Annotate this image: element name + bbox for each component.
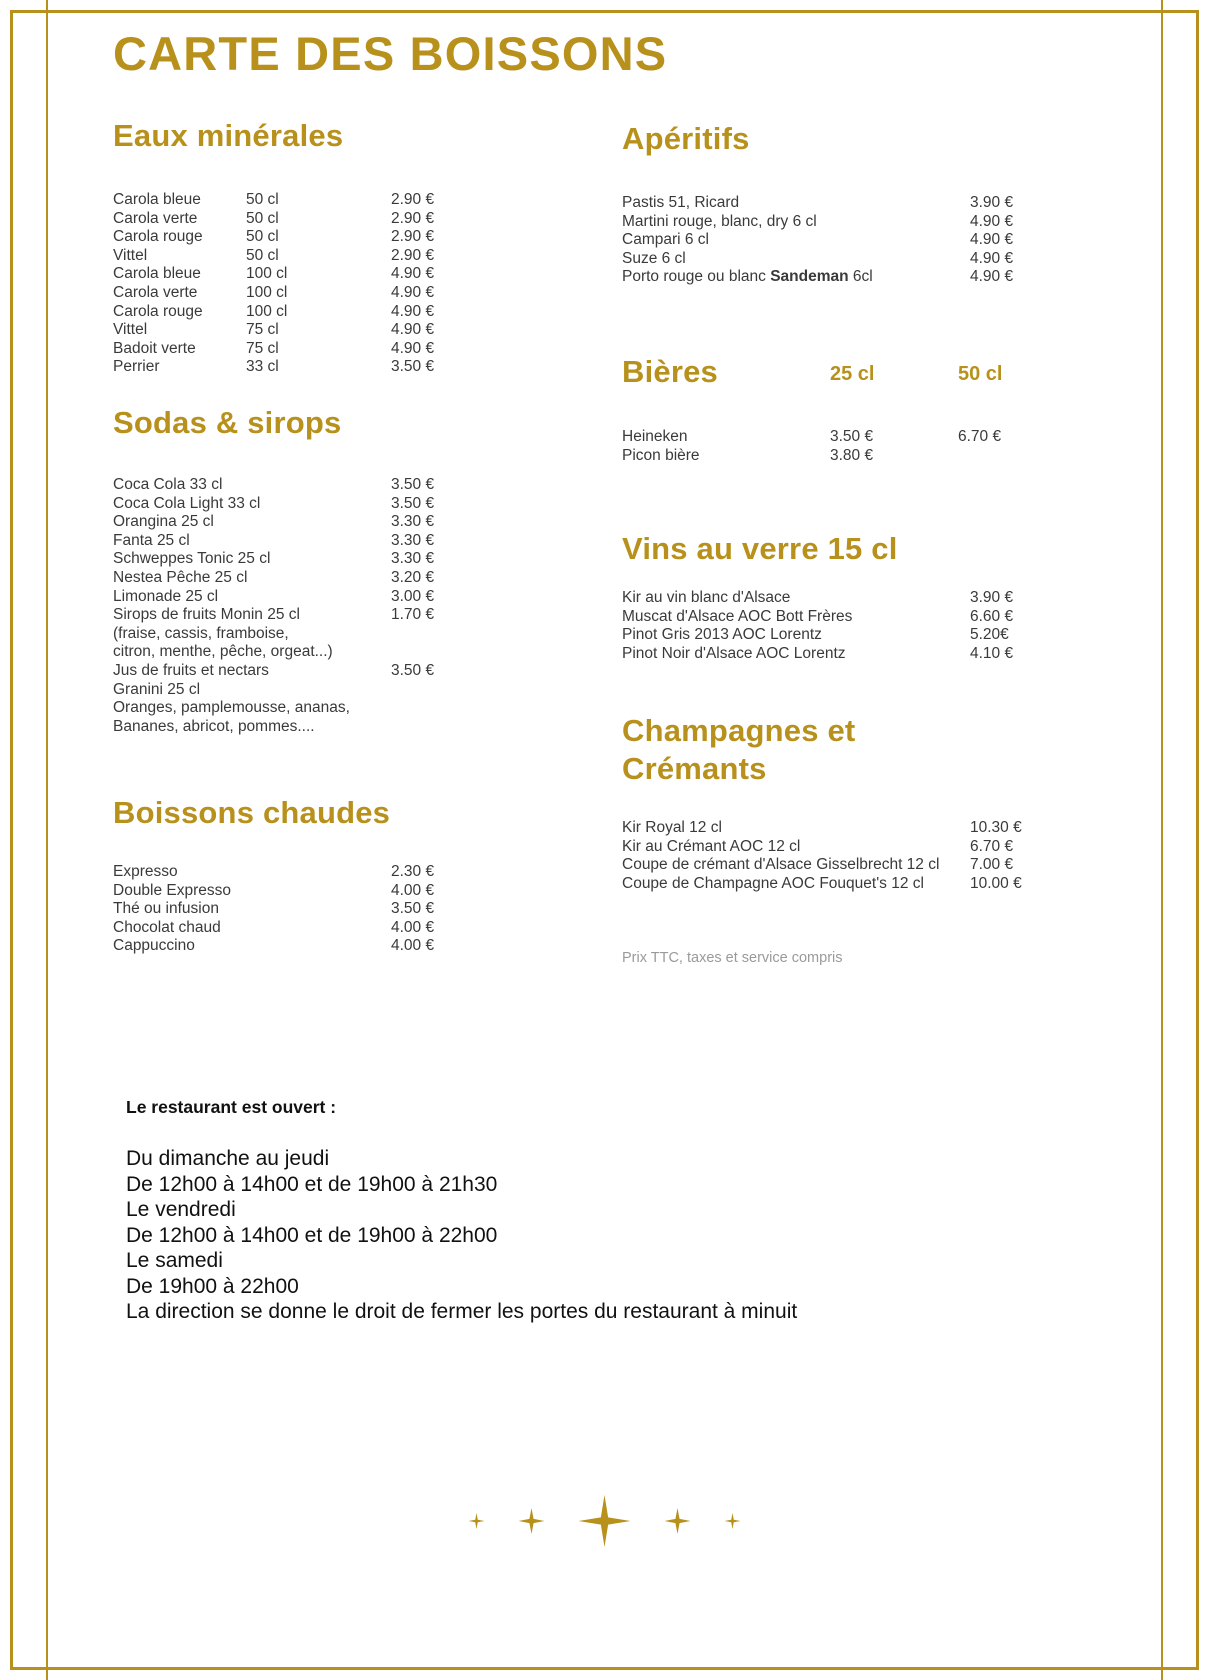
menu-item-row	[622, 875, 1052, 894]
menu-item-row	[113, 643, 513, 662]
menu-item-price: 4.10 €	[970, 644, 1014, 662]
section-heading-eaux-minerales: Eaux minérales	[113, 118, 344, 153]
section-heading-vins-au-verre: Vins au verre 15 cl	[622, 531, 898, 566]
menu-item-price: 4.90 €	[970, 249, 1014, 267]
menu-item-name: Oranges, pamplemousse, ananas,	[113, 699, 350, 717]
menu-item-price: 10.00 €	[970, 874, 1022, 892]
menu-item-row	[113, 662, 513, 681]
menu-item-price: 3.50 €	[391, 358, 435, 376]
menu-item-price: 7.00 €	[970, 856, 1014, 874]
menu-item-price: 3.30 €	[391, 513, 435, 531]
menu-item-row	[622, 268, 1042, 287]
menu-item-price: 2.90 €	[391, 209, 435, 227]
menu-item-name: Carola rouge	[113, 302, 203, 320]
menu-item-row	[113, 265, 463, 284]
menu-item-name: Carola bleue	[113, 265, 201, 283]
menu-item-row	[622, 856, 1052, 875]
menu-item-name: Vittel	[113, 246, 148, 264]
opening-hours-line: De 12h00 à 14h00 et de 19h00 à 22h00	[126, 1223, 498, 1247]
section-heading-sodas-sirops: Sodas & sirops	[113, 405, 342, 440]
menu-item-volume: 50 cl	[246, 209, 279, 227]
price-list-champagnes-cremants	[622, 819, 1052, 893]
menu-item-row	[113, 681, 513, 700]
menu-item-name: Porto rouge ou blanc Sandeman 6cl	[622, 268, 873, 286]
menu-item-row	[622, 819, 1052, 838]
menu-item-volume: 100 cl	[246, 265, 288, 283]
price-list-vins-au-verre	[622, 589, 1042, 663]
menu-item-name: Muscat d'Alsace AOC Bott Frères	[622, 607, 853, 625]
menu-item-price: 3.90 €	[970, 194, 1014, 211]
menu-item-price: 4.90 €	[391, 302, 435, 320]
menu-item-price: 3.90 €	[970, 589, 1014, 606]
menu-item-row	[113, 513, 513, 532]
menu-item-name: Nestea Pêche 25 cl	[113, 568, 248, 586]
menu-item-price: 4.90 €	[970, 231, 1014, 249]
menu-item-name: Pinot Gris 2013 AOC Lorentz	[622, 626, 822, 644]
menu-item-row	[113, 358, 463, 377]
menu-item-price-secondary: 6.70 €	[958, 428, 1002, 445]
menu-item-price: 3.50 €	[830, 428, 874, 445]
menu-item-row	[113, 284, 463, 303]
beer-column-header-25cl: 25 cl	[830, 363, 875, 385]
menu-item-row	[113, 321, 463, 340]
opening-hours-line: De 19h00 à 22h00	[126, 1274, 299, 1298]
menu-item-row	[113, 919, 463, 938]
page-title: CARTE DES BOISSONS	[113, 27, 668, 80]
opening-hours-line: Le vendredi	[126, 1198, 236, 1221]
menu-item-price: 4.00 €	[391, 937, 435, 955]
menu-item-row	[622, 645, 1042, 664]
menu-item-name: Martini rouge, blanc, dry 6 cl	[622, 212, 817, 230]
menu-item-row	[622, 428, 1042, 447]
menu-item-row	[113, 699, 513, 718]
menu-item-row	[113, 606, 513, 625]
menu-item-price: 3.30 €	[391, 550, 435, 568]
menu-item-name: Pinot Noir d'Alsace AOC Lorentz	[622, 644, 846, 662]
menu-item-row	[113, 247, 463, 266]
price-footnote: Prix TTC, taxes et service compris	[622, 950, 843, 966]
menu-item-row	[113, 495, 513, 514]
menu-item-price: 4.00 €	[391, 918, 435, 936]
menu-item-volume: 50 cl	[246, 228, 279, 246]
price-list-bieres	[622, 428, 1042, 465]
price-list-eaux-minerales	[113, 191, 463, 377]
price-list-boissons-chaudes	[113, 863, 463, 956]
price-list-aperitifs	[622, 194, 1042, 287]
menu-item-row	[113, 937, 463, 956]
menu-item-row	[113, 210, 463, 229]
menu-item-row	[113, 900, 463, 919]
menu-item-row	[622, 213, 1042, 232]
menu-item-price: 2.90 €	[391, 246, 435, 264]
menu-item-name: Orangina 25 cl	[113, 513, 214, 531]
opening-hours-line: De 12h00 à 14h00 et de 19h00 à 21h30	[126, 1172, 498, 1196]
menu-item-row	[622, 447, 1042, 466]
menu-item-name: Jus de fruits et nectars	[113, 661, 269, 679]
menu-item-volume: 50 cl	[246, 191, 279, 208]
sparkle-icon-medium-left	[519, 1508, 545, 1534]
menu-item-name: Kir au vin blanc d'Alsace	[622, 589, 791, 606]
menu-item-name: Badoit verte	[113, 339, 196, 357]
section-heading-aperitifs: Apéritifs	[622, 121, 750, 156]
menu-item-name: Coupe de Champagne AOC Fouquet's 12 cl	[622, 874, 924, 892]
menu-item-row	[113, 303, 463, 322]
menu-item-name: Heineken	[622, 428, 688, 445]
menu-item-row	[113, 882, 463, 901]
menu-item-row	[113, 550, 513, 569]
menu-item-row	[113, 191, 463, 210]
menu-item-name: Carola verte	[113, 209, 198, 227]
menu-item-price: 3.50 €	[391, 900, 435, 918]
menu-item-volume: 75 cl	[246, 321, 279, 339]
menu-item-name: Bananes, abricot, pommes....	[113, 717, 315, 735]
menu-item-name: Expresso	[113, 863, 178, 880]
menu-item-price: 6.60 €	[970, 607, 1014, 625]
section-heading-boissons-chaudes: Boissons chaudes	[113, 795, 391, 830]
menu-item-name: Cappuccino	[113, 937, 195, 955]
menu-item-name: Sirops de fruits Monin 25 cl	[113, 606, 300, 624]
menu-item-row	[113, 625, 513, 644]
menu-item-price: 4.90 €	[391, 283, 435, 301]
menu-item-row	[113, 863, 463, 882]
menu-item-name: Granini 25 cl	[113, 680, 201, 698]
menu-item-row	[622, 626, 1042, 645]
menu-item-name: citron, menthe, pêche, orgeat...)	[113, 643, 333, 661]
menu-item-row	[622, 589, 1042, 608]
menu-item-row	[113, 228, 463, 247]
opening-hours-line: Du dimanche au jeudi	[126, 1147, 330, 1170]
menu-item-row	[622, 608, 1042, 627]
menu-item-name: Carola verte	[113, 283, 198, 301]
menu-item-row	[113, 569, 513, 588]
menu-item-price: 10.30 €	[970, 819, 1022, 836]
menu-item-price: 4.00 €	[391, 881, 435, 899]
menu-item-row	[113, 718, 513, 737]
menu-item-name: Suze 6 cl	[622, 249, 686, 267]
menu-item-price: 4.90 €	[970, 268, 1014, 286]
menu-item-price: 6.70 €	[970, 837, 1014, 855]
menu-item-price: 2.90 €	[391, 228, 435, 246]
menu-item-price: 3.30 €	[391, 531, 435, 549]
menu-item-name: Kir Royal 12 cl	[622, 819, 722, 836]
menu-item-price: 3.50 €	[391, 494, 435, 512]
menu-item-price: 4.90 €	[391, 321, 435, 339]
menu-item-name: Double Expresso	[113, 881, 232, 899]
menu-item-price: 3.20 €	[391, 568, 435, 586]
menu-item-volume: 75 cl	[246, 339, 279, 357]
menu-item-price: 2.30 €	[391, 863, 435, 880]
menu-item-name: Thé ou infusion	[113, 900, 219, 918]
menu-item-row	[622, 231, 1042, 250]
menu-item-row	[113, 588, 513, 607]
menu-item-brand: Sandeman	[770, 268, 849, 286]
menu-item-volume: 50 cl	[246, 246, 279, 264]
menu-item-volume: 100 cl	[246, 302, 288, 320]
menu-item-volume: 33 cl	[246, 358, 279, 376]
opening-hours-list	[126, 1146, 1126, 1325]
menu-item-price: 3.50 €	[391, 661, 435, 679]
menu-item-name: (fraise, cassis, framboise,	[113, 624, 289, 642]
menu-item-row	[622, 838, 1052, 857]
menu-item-name: Schweppes Tonic 25 cl	[113, 550, 271, 568]
beer-column-header-50cl: 50 cl	[958, 363, 1003, 385]
menu-item-row	[622, 194, 1042, 213]
price-list-sodas-sirops	[113, 476, 513, 736]
menu-item-name: Carola bleue	[113, 191, 201, 208]
menu-item-price: 4.90 €	[391, 265, 435, 283]
menu-item-name: Chocolat chaud	[113, 918, 221, 936]
menu-item-price: 3.00 €	[391, 587, 435, 605]
menu-item-row	[113, 340, 463, 359]
menu-item-name: Campari 6 cl	[622, 231, 709, 249]
menu-item-price: 4.90 €	[970, 212, 1014, 230]
menu-item-name: Carola rouge	[113, 228, 203, 246]
section-heading-champagnes-cremants: Champagnes et Crémants	[622, 713, 856, 786]
menu-item-name: Fanta 25 cl	[113, 531, 190, 549]
menu-item-price: 3.80 €	[830, 446, 874, 464]
sparkle-icon-small-right	[725, 1513, 741, 1529]
sparkle-icon-medium-right	[665, 1508, 691, 1534]
menu-item-name: Vittel	[113, 321, 148, 339]
menu-item-price: 2.90 €	[391, 191, 435, 208]
menu-item-name: Picon bière	[622, 446, 700, 464]
menu-item-row	[113, 532, 513, 551]
menu-item-name: Coupe de crémant d'Alsace Gisselbrecht 12 cl	[622, 856, 940, 874]
menu-item-price: 3.50 €	[391, 476, 435, 493]
menu-item-volume: 100 cl	[246, 283, 288, 301]
menu-item-name: Coca Cola 33 cl	[113, 476, 223, 493]
menu-item-price: 5.20€	[970, 626, 1009, 644]
menu-item-row	[113, 476, 513, 495]
menu-item-price: 1.70 €	[391, 606, 435, 624]
menu-item-row	[622, 250, 1042, 269]
sparkle-icon-small-left	[469, 1513, 485, 1529]
menu-item-price: 4.90 €	[391, 339, 435, 357]
opening-hours-title: Le restaurant est ouvert :	[126, 1097, 337, 1117]
menu-item-name: Kir au Crémant AOC 12 cl	[622, 837, 801, 855]
menu-item-name: Pastis 51, Ricard	[622, 194, 740, 211]
menu-item-name: Limonade 25 cl	[113, 587, 219, 605]
section-heading-bieres: Bières	[622, 354, 718, 389]
star-ornament-footer	[0, 1476, 1209, 1566]
opening-hours-line: La direction se donne le droit de fermer les portes du restaurant à minuit	[126, 1300, 798, 1323]
opening-hours-line: Le samedi	[126, 1249, 223, 1272]
menu-item-name: Perrier	[113, 358, 160, 376]
sparkle-icon-large-center	[579, 1495, 631, 1547]
menu-item-name: Coca Cola Light 33 cl	[113, 494, 261, 512]
